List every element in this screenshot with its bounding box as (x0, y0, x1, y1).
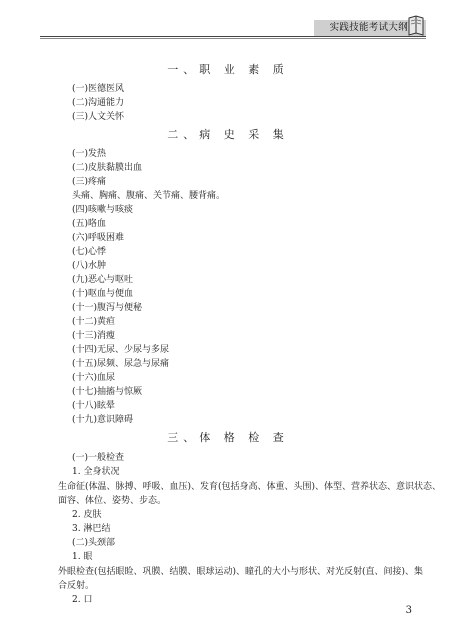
list-item: 1. 眼 (72, 552, 93, 562)
list-item: (八)水肿 (72, 261, 107, 271)
list-item: (十一)腹泻与便秘 (72, 303, 143, 313)
list-item: 头痛、胸痛、腹痛、关节痛、腰背痛。 (72, 191, 226, 201)
list-item: 2. 皮肤 (72, 510, 102, 520)
list-item: (七)心悸 (72, 247, 107, 257)
header-title: 实践技能考试大纲 (329, 22, 408, 33)
list-item: (九)恶心与呕吐 (72, 275, 134, 285)
section-heading-physical-exam: 三、体 格 检 查 (167, 431, 289, 444)
header-rule (40, 36, 426, 37)
header-rule-thin (40, 38, 426, 39)
book-icon (406, 14, 426, 38)
list-item: 生命征(体温、脉搏、呼吸、血压)、发育(包括身高、体重、头围)、体型、营养状态、意识状态、 (58, 482, 442, 492)
list-item: 合反射。 (58, 581, 95, 591)
list-item: (十二)黄疸 (72, 317, 116, 327)
list-item: (一)发热 (72, 149, 107, 159)
list-item: (二)皮肤黏膜出血 (72, 163, 143, 173)
list-item: (十)呕血与便血 (72, 289, 134, 299)
list-item: (一)一般检查 (72, 453, 125, 463)
list-item: (十三)消瘦 (72, 331, 116, 341)
section-heading-history-taking: 二、病 史 采 集 (167, 128, 289, 141)
list-item: (六)呼吸困难 (72, 233, 125, 243)
list-item: (十八)眩晕 (72, 401, 116, 411)
list-item: 面容、体位、姿势、步态。 (58, 496, 167, 506)
list-item: (二)沟通能力 (72, 98, 125, 108)
list-item: 外眼检查(包括眼睑、巩膜、结膜、眼球运动)、瞳孔的大小与形状、对光反射(直、间接)、集 (58, 567, 424, 577)
list-item: (三)疼痛 (72, 177, 107, 187)
list-item: (十七)抽搐与惊厥 (72, 387, 143, 397)
list-item: (五)咯血 (72, 219, 107, 229)
list-item: 3. 淋巴结 (72, 524, 111, 534)
list-item: (一)医德医风 (72, 84, 125, 94)
list-item: (十六)血尿 (72, 373, 116, 383)
page-number: 3 (405, 605, 412, 616)
list-item: (十五)尿频、尿急与尿痛 (72, 359, 170, 369)
section-heading-professional-quality: 一、职 业 素 质 (167, 63, 289, 76)
list-item: (十四)无尿、少尿与多尿 (72, 345, 170, 355)
list-item: 2. 口 (72, 595, 93, 605)
list-item: (十九)意识障碍 (72, 415, 134, 425)
list-item: (四)咳嗽与咳痰 (72, 205, 134, 215)
list-item: 1. 全身状况 (72, 467, 120, 477)
list-item: (二)头颈部 (72, 538, 116, 548)
list-item: (三)人文关怀 (72, 112, 125, 122)
